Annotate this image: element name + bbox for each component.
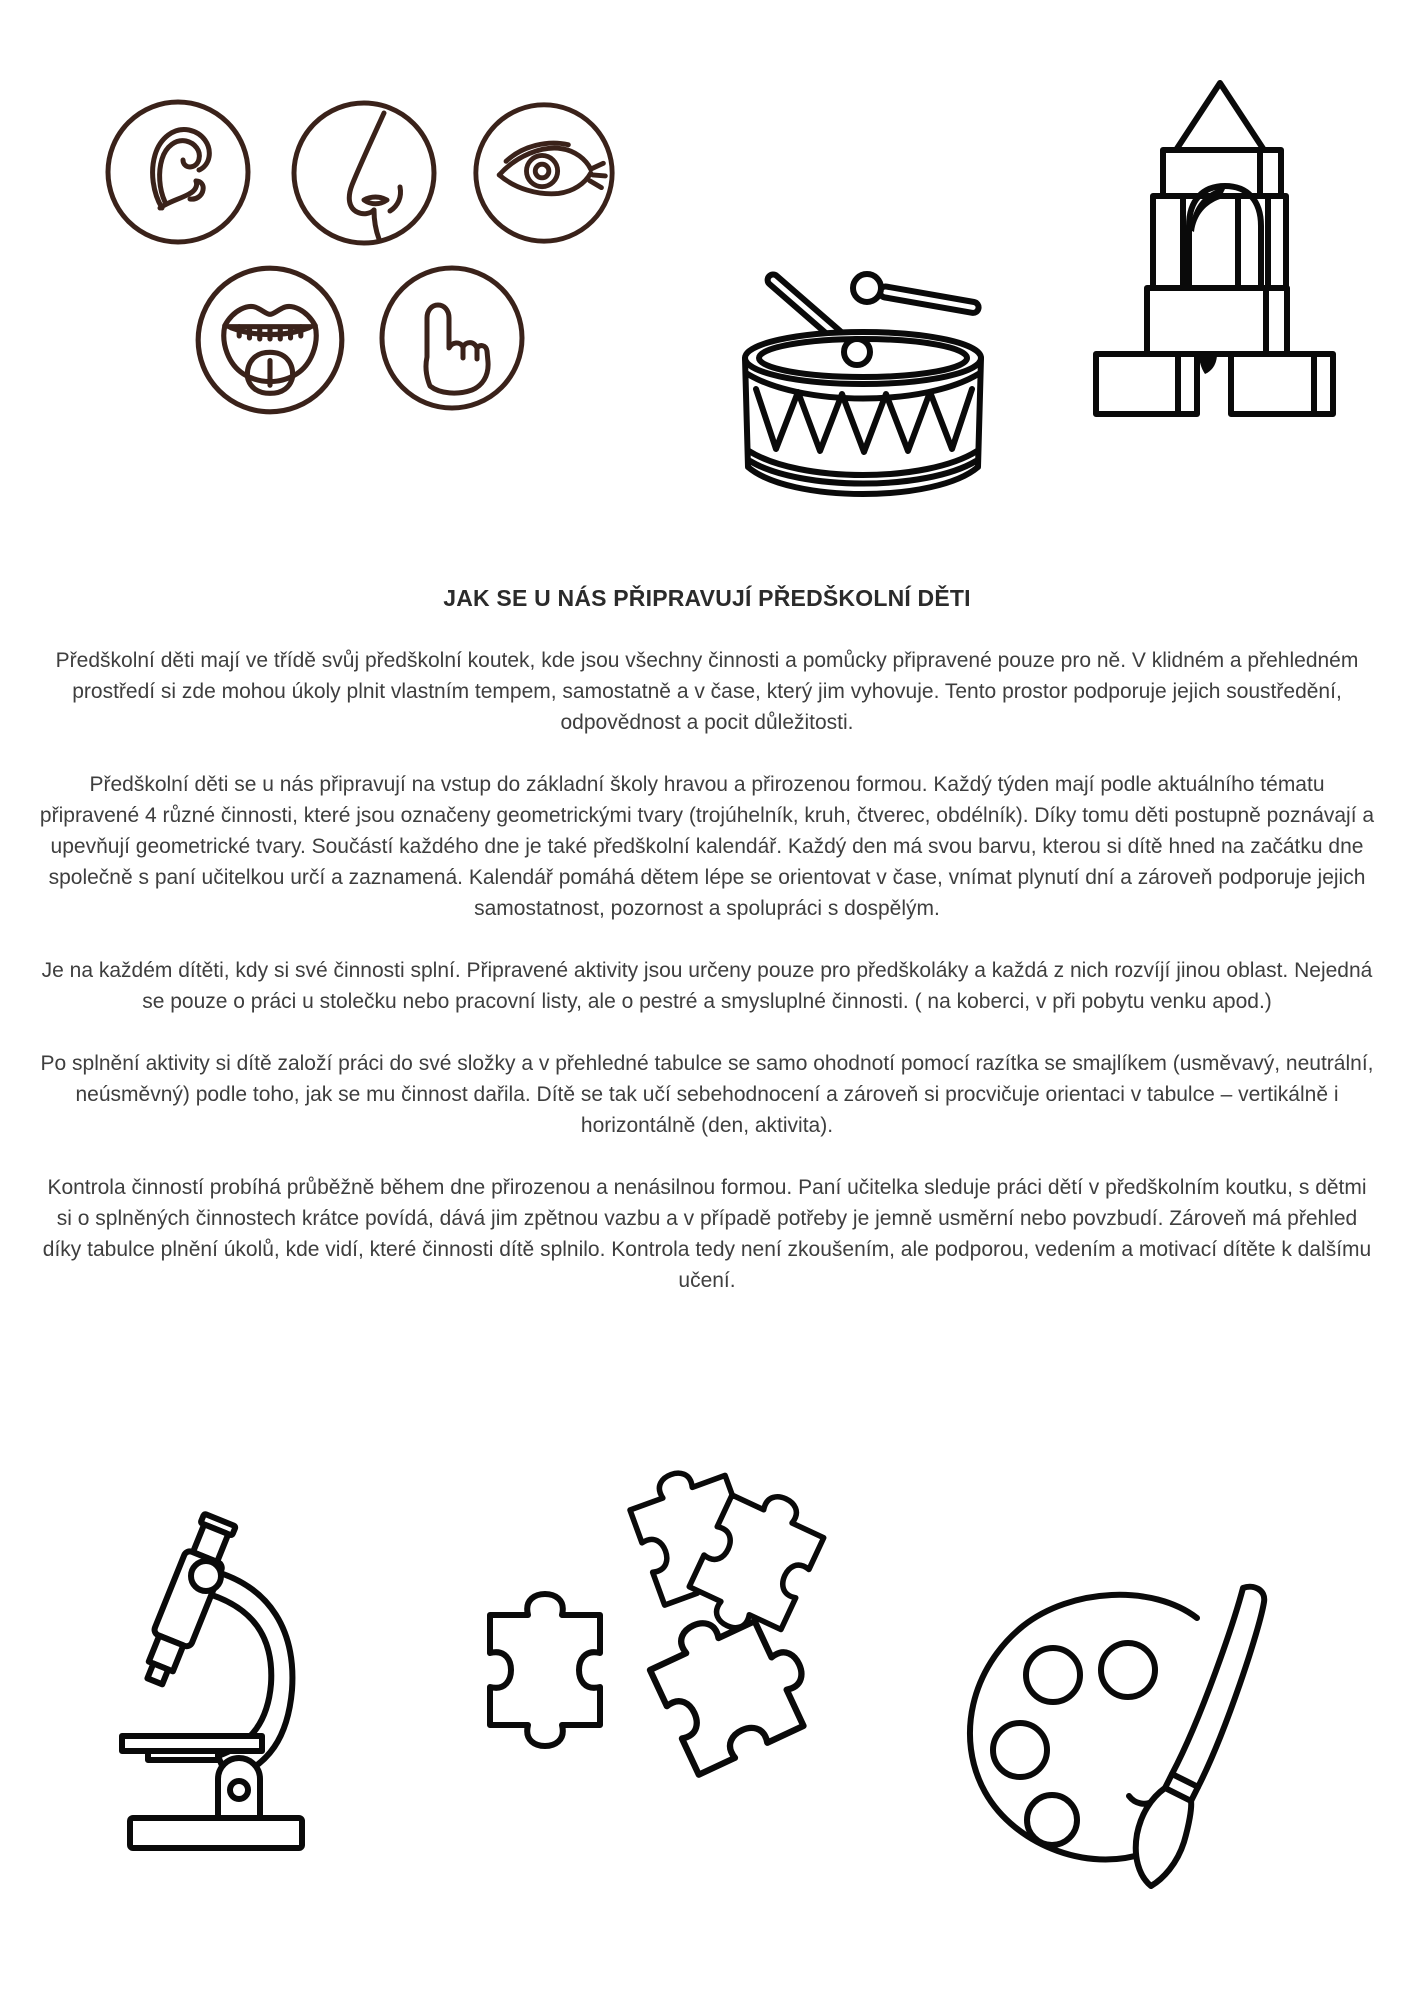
paragraph-self-evaluation: Po splnění aktivity si dítě založí práci do své složky a v přehledné tabulce se samo ohodnotí pomocí razítka se smajlíkem (usměvavý, neutrální, neúsměvný) podle toho, jak se mu činnost dařila. Dítě se tak učí sebehodnocení a zároveň si procvičuje orientaci v tabulce – vertikálně i horizontálně (den, aktivita). — [40, 1052, 1374, 1137]
touch-finger-icon — [376, 262, 528, 414]
ear-icon — [102, 96, 254, 248]
nose-icon — [288, 97, 440, 249]
page-title: JAK SE U NÁS PŘIPRAVUJÍ PŘEDŠKOLNÍ DĚTI — [443, 585, 971, 611]
drum-icon — [740, 255, 1000, 525]
paragraph-child-choice: Je na každém dítěti, kdy si své činnosti splní. Připravené aktivity jsou určeny pouze pro předškoláky a každá z nich rozvíjí jinou oblast. Nejedná se pouze o práci u stolečku nebo pracovní listy, ale o pestré a smysluplné činnosti. ( na koberci, v při pobytu venku apod.) — [41, 959, 1373, 1013]
paragraph-weekly-activities: Předškolní děti se u nás připravují na vstup do základní školy hravou a přirozenou formou. Každý týden mají podle aktuálního tématu připravené 4 různé činnosti, které jsou označeny geometrickými tvary (trojúhelník, kruh, čtverec, obdélník). Díky tomu děti postupně poznávají a upevňují geometrické tvary. Součástí každého dne je také předškolní kalendář. Každý den má svou barvu, kterou si dítě hned na začátku dne společně s paní učitelkou určí a zaznamená. Kalendář pomáhá dětem lépe se orientovat v čase, vnímat plynutí dní a zároveň podporuje jejich samostatnost, pozornost a spolupráci s dospělým. — [39, 773, 1375, 920]
mouth-icon — [192, 262, 348, 418]
eye-icon — [470, 99, 618, 247]
text-column — [37, 585, 1377, 1327]
building-blocks-tower-icon — [1090, 78, 1340, 418]
microscope-icon — [120, 1518, 305, 1853]
puzzle-pieces-icon — [470, 1455, 815, 1800]
palette-brush-icon — [955, 1580, 1285, 1900]
paragraph-teacher-check: Kontrola činností probíhá průběžně během dne přirozenou a nenásilnou formou. Paní učitelka sleduje práci dětí v předškolním koutku, s dětmi si o splněných činnostech krátce povídá, dává jim zpětnou vazbu a v případě potřeby je jemně usměrní nebo povzbudí. Zároveň má přehled díky tabulce plnění úkolů, kde vidí, které činnosti dítě splnilo. Kontrola tedy není zkoušením, ale podporou, vedením a motivací dítěte k dalšímu učení. — [42, 1176, 1372, 1292]
paragraph-preschool-corner: Předškolní děti mají ve třídě svůj předškolní koutek, kde jsou všechny činnosti a pomůcky připravené pouze pro ně. V klidném a přehledném prostředí si zde mohou úkoly plnit vlastním tempem, samostatně a v čase, který jim vyhovuje. Tento prostor podporuje jejich soustředění, odpovědnost a pocit důležitosti. — [55, 649, 1359, 734]
brush-handle — [1172, 1587, 1264, 1787]
puzzle-piece — [490, 1594, 600, 1746]
